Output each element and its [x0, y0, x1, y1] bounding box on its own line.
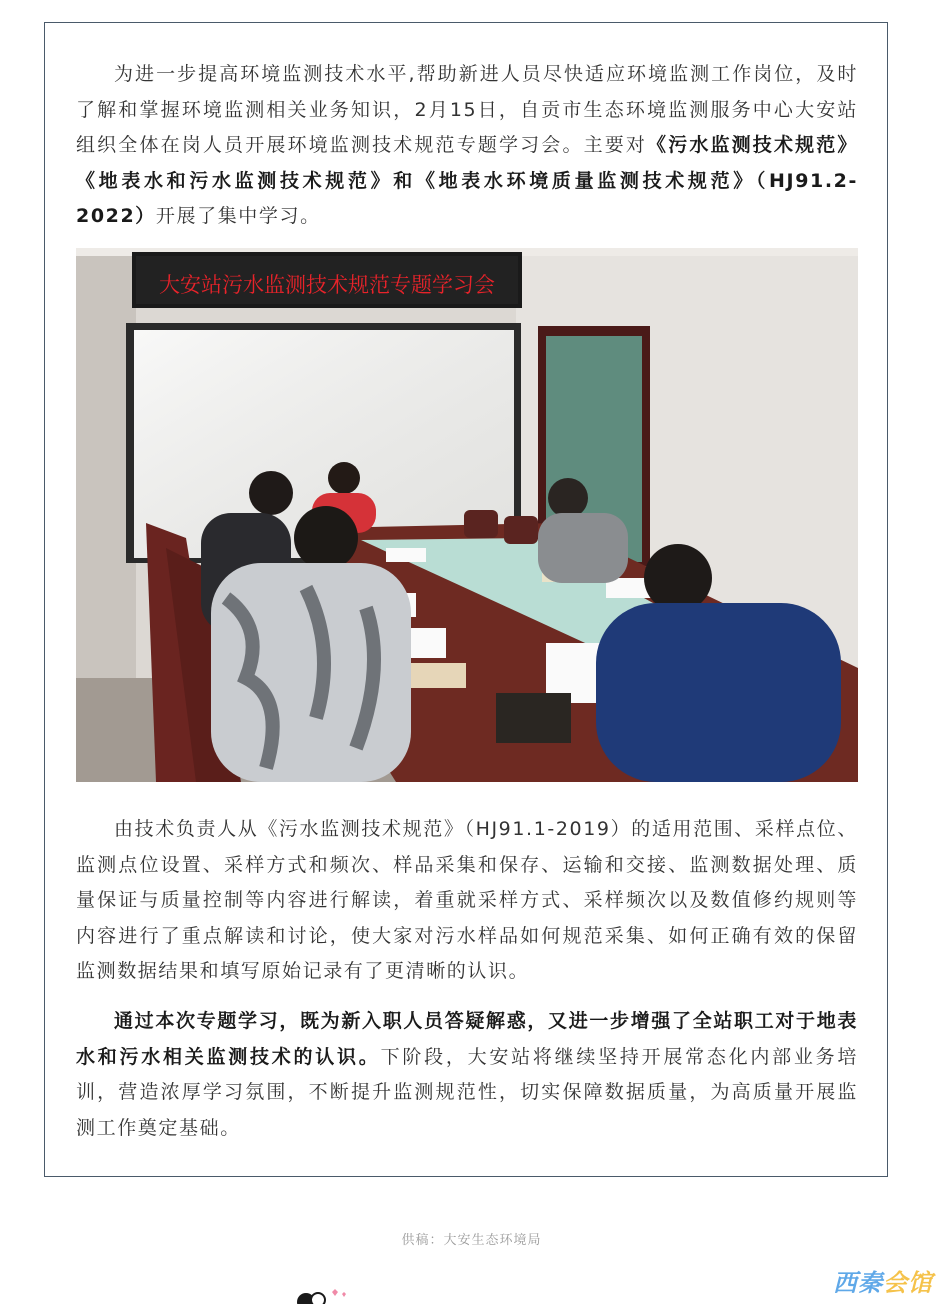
watermark-logo	[833, 1263, 933, 1298]
paragraph-intro	[76, 57, 858, 235]
intro-text: 为进一步提高环境监测技术水平,帮助新进人员尽快适应环境监测工作岗位，及时了解和掌握环境监测相关业务知识，2月15日，自贡市生态环境监测服务中心大安站组织全体在岗人员开展环境监测技术规范专题学习会。主要对	[76, 63, 858, 156]
paragraph-summary	[76, 1004, 858, 1146]
summary-text: 下阶段，大安站将继续坚持开展常态化内部业务培训，营造浓厚学习氛围，不断提升监测规范性，切实保障数据质量，为高质量开展监测工作奠定基础。	[76, 1045, 858, 1139]
meeting-photo	[76, 248, 858, 782]
watermark-part-1: 西秦	[833, 1269, 883, 1297]
paragraph-content: 由技术负责人从《污水监测技术规范》（HJ91.1-2019）的适用范围、采样点位、监测点位设置、采样方式和频次、样品采集和保存、运输和交接、监测数据处理、质量保证与质量控制等内容进行解读，着重就采样方式、采样频次以及数值修约规则等内容进行了重点解读和讨论，使大家对污水样品如何规范采集、如何正确有效的保留监测数据结果和填写原始记录有了更清晰的认识。	[76, 818, 858, 982]
credit-line: 供稿：大安生态环境局	[401, 1233, 542, 1248]
intro-bold-titles: 《污水监测技术规范》《地表水和污水监测技术规范》和《地表水环境质量监测技术规范》（HJ91.2-2022）	[76, 134, 858, 227]
panda-icon	[296, 1288, 356, 1304]
banner-text: 大安站污水监测技术规范专题学习会	[159, 273, 495, 297]
intro-text-end: 开展了集中学习。	[155, 205, 321, 227]
watermark-part-2: 会馆	[883, 1269, 933, 1297]
summary-bold-text: 通过本次专题学习，既为新入职人员答疑解惑，又进一步增强了全站职工对于地表水和污水相关监测技术的认识。	[76, 1010, 858, 1068]
